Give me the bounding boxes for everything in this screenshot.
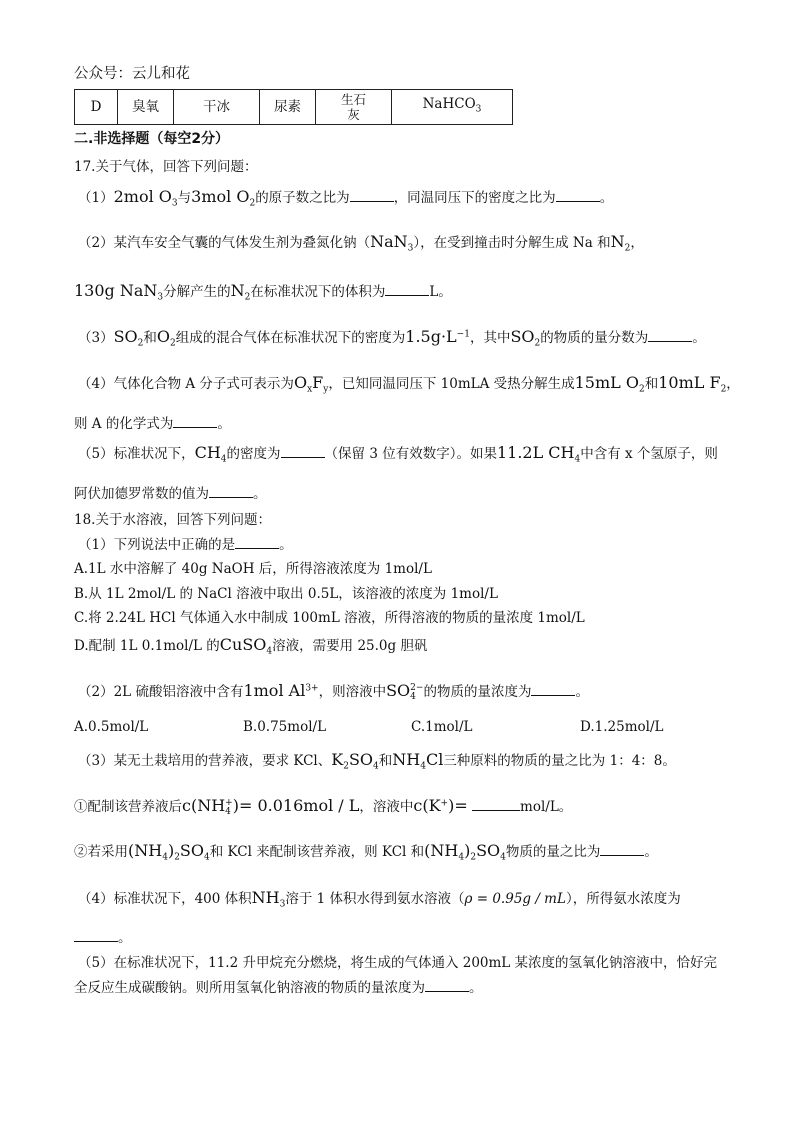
answer-table: [74, 89, 513, 125]
answer-cell: 生石灰: [316, 90, 392, 125]
q17-part-5: （5）标准状况下，$CH_4$的密度为 （保留 3 位有效数字）。如果11.2L $CH_4$中含有 x 个氢原子，则: [78, 443, 718, 465]
answer-cell: D: [75, 90, 118, 125]
table-row: [75, 90, 513, 125]
q18-part-4: （4）标准状况下，400 体积$NH_3$溶于 1 体积水得到氨水溶液（ρ = 0.95g / mL），所得氨水浓度为: [78, 888, 681, 910]
answer-blank: [425, 979, 469, 992]
answer-blank: [209, 485, 253, 498]
answer-blank: [531, 683, 575, 696]
answer-blank: [600, 843, 644, 856]
q18-part-3-2: ②若采用$(NH_4)_2SO_4$和 KCl 来配制该营养液，则 KCl 和$(NH_4)_2SO_4$物质的量之比为 。: [74, 841, 658, 863]
answer-blank: [472, 798, 520, 811]
section-title: 二.非选择题（每空2分）: [74, 131, 230, 147]
q18-part-5-cont: 全反应生成碳酸钠。则所用氢氧化钠溶液的物质的量浓度为 。: [74, 980, 483, 996]
answer-blank: [556, 189, 600, 202]
answer-blank: [74, 929, 118, 942]
q18-option-a: A.1L 水中溶解了 40g NaOH 后，所得溶液浓度为 1mol/L: [74, 561, 432, 577]
answer-cell: 干冰: [174, 90, 260, 125]
answer-blank: [648, 329, 692, 342]
q18-part-4-cont: 。: [74, 926, 132, 946]
header-text: 公众号：云儿和花: [74, 66, 190, 82]
q18-p2-option-d: D.1.25mol/L: [580, 719, 664, 735]
q18-p2-option-a: A.0.5mol/L: [74, 719, 149, 735]
answer-cell: NaHCO$_3$: [392, 90, 513, 125]
q17-part-4-cont: 则 A 的化学式为 。: [74, 416, 231, 432]
answer-blank: [173, 415, 217, 428]
q17-part-5-cont: 阿伏加德罗常数的值为 。: [74, 486, 267, 502]
q18-option-d: D.配制 1L 0.1mol/L 的CuSO$_4$溶液，需要用 25.0g 胆矾: [74, 635, 428, 657]
answer-blank: [350, 189, 394, 202]
q17-part-1: （1）2mol $O_3$与3mol $O_2$的原子数之比为 ，同温同压下的密度之比为 。: [78, 187, 614, 209]
q17-part-4: （4）气体化合物 A 分子式可表示为$O_xF_y$，已知同温同压下 10mLA 受热分解生成15mL $O_2$和10mL $F_2$，: [78, 373, 740, 395]
answer-blank: [281, 445, 325, 458]
q18-part-3-1: ①配制该营养液后c(NH + 4 )= 0.016mol / L，溶液中c(K+)= mol/L。: [74, 796, 573, 817]
answer-blank: [235, 536, 279, 549]
q17-part-2-cont: 130g NaN$_3$分解产生的$N_2$在标准状况下的体积为 L。: [74, 281, 452, 303]
answer-blank: [385, 283, 429, 296]
q18-part-1: （1）下列说法中正确的是 。: [78, 537, 293, 553]
q18-p2-option-c: C.1mol/L: [411, 719, 473, 735]
q18-option-b: B.从 1L 2mol/L 的 NaCl 溶液中取出 0.5L，该溶液的浓度为 1mol/L: [74, 586, 498, 602]
q18-p2-option-b: B.0.75mol/L: [243, 719, 327, 735]
question-18-title: 18.关于水溶液，回答下列问题：: [74, 512, 271, 528]
question-17-title: 17.关于气体，回答下列问题：: [74, 159, 258, 175]
q17-part-2: （2）某汽车安全气囊的气体发生剂为叠氮化钠（NaN$_3$），在受到撞击时分解生成 Na 和$N_2$，: [78, 232, 644, 254]
answer-cell: 尿素: [260, 90, 316, 125]
q17-part-3: $(3)SO_2$和$O_2$组成的混合气体在标准状况下的密度为$1.5g\cdot L^{-1}$，其中$SO_2$的物质的量分数为 。: [78, 327, 706, 349]
q18-part-2: （2）2L 硫酸铝溶液中含有1mol $Al^{3+}$，则溶液中SO 2− 4 的物质的量浓度为 。: [78, 681, 589, 702]
q18-part-3: （3）某无土栽培用的营养液，要求 KCl、$K_2SO_4$和$NH_4Cl$三种原料的物质的量之比为 1：4：8。: [78, 750, 676, 772]
q18-option-c: C.将 2.24L HCl 气体通入水中制成 100mL 溶液，所得溶液的物质的量浓度 1mol/L: [74, 610, 585, 626]
q18-part-5: （5）在标准状况下，11.2 升甲烷充分燃烧，将生成的气体通入 200mL 某浓度的氢氧化钠溶液中，恰好完: [78, 955, 718, 971]
answer-cell: 臭氧: [118, 90, 174, 125]
